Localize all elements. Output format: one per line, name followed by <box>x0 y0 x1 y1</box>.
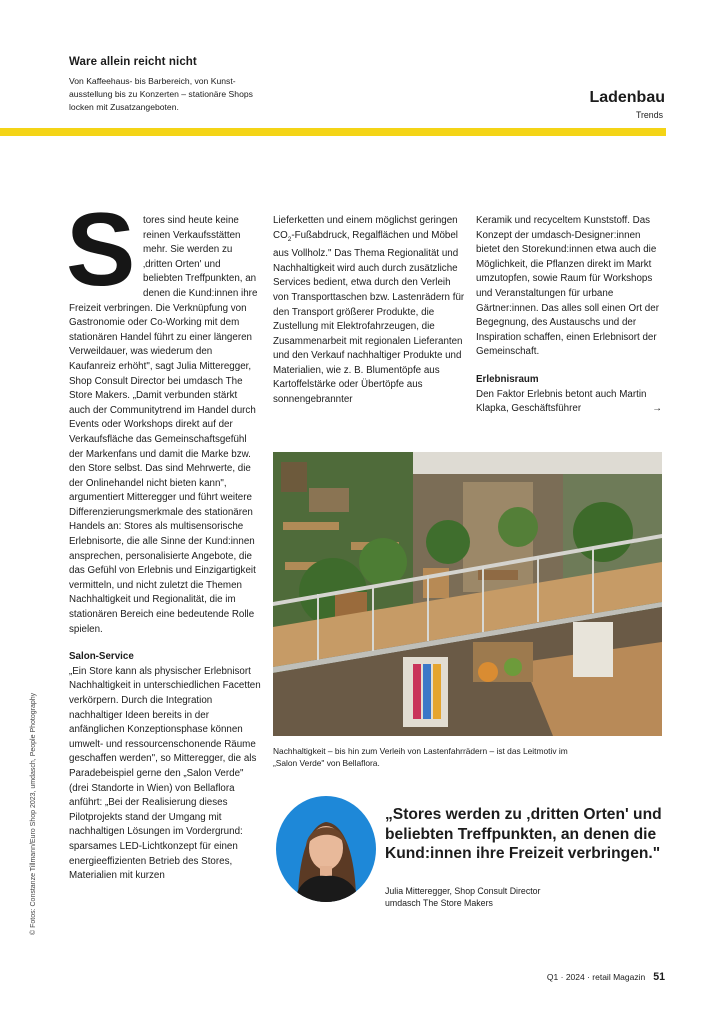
erlebnisraum-paragraph <box>476 388 662 417</box>
portrait-illustration <box>276 796 376 902</box>
photo-credit: © Fotos: Constanze Tillmann/Euro Shop 2023, umdasch, People Photography <box>30 692 37 935</box>
section-title: Ladenbau <box>589 89 665 106</box>
article-column-3 <box>476 214 662 417</box>
quote-author <box>385 885 625 909</box>
issue-info: Q1 · 2024 · retail Magazin <box>546 972 646 982</box>
pull-quote: „Stores werden zu ‚dritten Orten' und beliebten Treffpunkten, an denen die Kund:innen ihre Freizeit verbringen." <box>385 806 662 863</box>
paragraph-gap <box>69 637 261 650</box>
store-photo <box>273 452 662 736</box>
erlebnisraum-text: Den Faktor Erlebnis betont auch Martin Klapka, Geschäftsführer <box>476 388 647 415</box>
dropcap: S <box>66 192 136 308</box>
column-2-text-end: -Fußabdruck, Regalflächen und Möbel aus Vollholz." Das Thema Regionalität und Nachhaltigkeit wird auch durch zusätzliche Services bedient, etwa durch den Verleih von Transporttaschen bzw. Lastenrädern für den Transport größerer Produkte, die Zustellung mit Elektrofahrzeugen, die Zusammenarbeit mit regionalen Lieferanten und den Verkauf nachhaltiger Produkte und Materialien, wie z. B. Blumentöpfe aus Kartoffelstärke oder Übertöpfe aus sonnengebrannter <box>273 229 465 406</box>
paragraph-gap <box>476 360 662 373</box>
continue-arrow-icon: → <box>652 403 662 415</box>
photo-caption: Nachhaltigkeit – bis hin zum Verleih von Lastenfahrrädern – ist das Leitmotiv im „Salon Verde" von Bellaflora. <box>273 746 568 769</box>
article-column-2 <box>273 214 465 408</box>
salon-paragraph: „Ein Store kann als physischer Erlebnisort Nachhaltigkeit in unterschiedlichen Facetten verkörpern. Durch die Integration nachhaltiger Ideen bereits in der anfänglichen Konzeptionsphase können umwelt- und ressourcenschonende Räume geschaffen werden", so Mitteregger, die als Paradebeispiel gerne den „Salon Verde" (drei Standorte in Wien) von Bellaflora anführt: „Bei der Realisierung dieses Pilotprojekts stand der Umgang mit nachhaltigen Lösungen im Vordergrund: sparsames LED-Lichtkonzept für einen energieeffizienten Betrieb des Stores, Materialien mit kurzen <box>69 665 261 882</box>
subhead-salon-service: Salon-Service <box>69 651 134 663</box>
co2-subscript: 2 <box>287 235 292 243</box>
column-2-text-start: Lieferketten und einem möglichst geringen CO <box>273 215 458 241</box>
teaser-title: Ware allein reicht nicht <box>69 56 197 68</box>
column-2-paragraph <box>273 214 465 408</box>
intro-paragraph: tores sind heute keine reinen Verkaufsstätten mehr. Sie werden zu ‚dritten Orten' und beliebten Treffpunkten, an denen die Kund:innen ihre Freizeit verbringen. Die Verknüpfung von Gastronomie oder Co-Working mit dem stationären Handel führt zu einer längeren Verweildauer, was wiederum den Kaufanreiz erhöht", sagt Julia Mitteregger, Shop Consult Director bei umdasch The Store Makers. „Damit verbunden stärkt auch der Communitytrend im Handel durch Events oder Workshops direkt auf der Verkaufsfläche das Gemeinschaftsgefühl der Markenfans und damit die Marke bzw. den Store selbst. Das sind Mehrwerte, die der Onlinehandel nicht bieten kann", argumentiert Mitteregger und führt weitere Differenzierungsmerkmale des stationären Handels an: Stores als multisensorische Erlebnisorte, die alle Sinne der Kund:innen ansprechen, personalisierte Angebote, die das Gefühl von Erlebnis und Einzigartigkeit vermitteln, und nicht zuletzt die Themen Nachhaltigkeit und Regionalität, die im stationären Bereich eine bedeutende Rolle spielen. <box>69 215 258 635</box>
column-3-paragraph: Keramik und recyceltem Kunststoff. Das Konzept der umdasch-Designer:innen bietet den Storekund:innen etwa auch die Möglichkeit, die Pflanzen direkt im Markt umzutopfen, sowie Raum für Workshops und Veranstaltungen für urbane Gärtner:innen. Das alles soll einen Ort der Begegnung, des Austauschs und der Inspiration schaffen, einen Erlebnisort der Gemeinschaft. <box>476 215 659 358</box>
dropcap-box <box>66 192 137 308</box>
page-number: 51 <box>653 971 665 983</box>
portrait-avatar <box>276 796 376 902</box>
quote-author-name: Julia Mitteregger, Shop Consult Director <box>385 886 541 896</box>
page-footer <box>547 971 665 983</box>
section-subtitle: Trends <box>635 110 663 120</box>
subhead-erlebnisraum: Erlebnisraum <box>476 373 539 385</box>
accent-bar <box>0 128 666 136</box>
teaser-text: Von Kaffeehaus- bis Barbereich, von Kunstausstellung bis zu Konzerten – stationäre Shops locken mit Zusatzangeboten. <box>69 76 253 112</box>
store-interior-illustration <box>273 452 662 736</box>
article-column-1 <box>66 192 261 884</box>
quote-author-company: umdasch The Store Makers <box>385 898 493 908</box>
